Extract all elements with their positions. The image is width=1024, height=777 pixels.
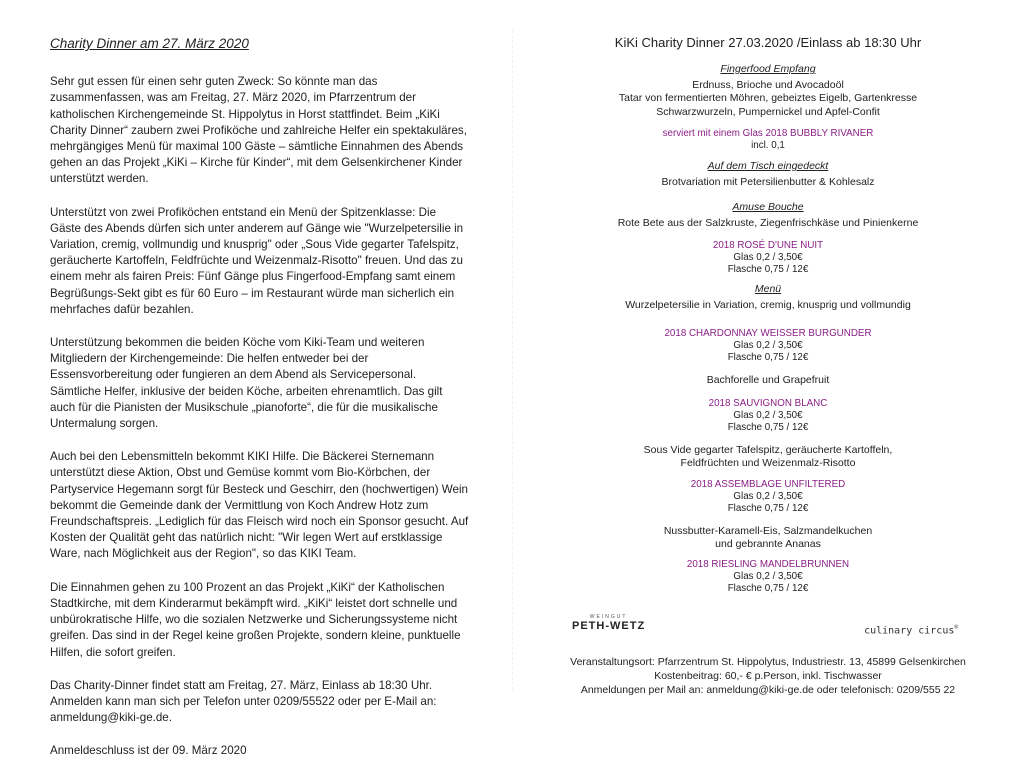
table-heading: Auf dem Tisch eingedeckt [707, 159, 829, 172]
course-wine-bottle: Flasche 0,75 / 12€ [727, 583, 809, 595]
page-divider [512, 30, 513, 690]
course-dish: Wurzelpetersilie in Variation, cremig, knusprig und vollmundig [625, 298, 911, 311]
article-paragraph: Unterstützung bekommen die beiden Köche vom Kiki-Team und weiteren Mitgliedern der Kirchengemeinde: Die helfen entweder bei der Essensvorbereitung oder fungieren an dem Abend als Servicepersonal. Sämtliche Helfer, inklusive der beiden Köche, arbeiten ehrenamtlich. Das gilt auch für die Pianisten der Musikschule „pianoforte“, die für die musikalische Untermalung sorgen. [50, 336, 443, 431]
weingut-label: WEINGUT [589, 614, 628, 620]
amuse-wine: 2018 ROSÉ D'UNE NUIT [712, 239, 824, 251]
price-line: Kostenbeitrag: 60,- € p.Person, inkl. Tischwasser [654, 670, 882, 682]
fingerfood-line: Schwarzwurzeln, Pumpernickel und Apfel-Confit [656, 105, 880, 118]
registration-line: Anmeldungen per Mail an: anmeldung@kiki-ge.de oder telefonisch: 0209/555 22 [580, 684, 956, 696]
menu-page [556, 35, 980, 595]
registration-deadline: Anmeldeschluss ist der 09. März 2020 [50, 744, 247, 758]
course-wine-glass: Glas 0,2 / 3,50€ [733, 490, 803, 502]
course-dish: Nussbutter-Karamell-Eis, Salzmandelkuchen [663, 524, 873, 537]
sponsor-logos [556, 614, 980, 644]
amuse-wine-glass: Glas 0,2 / 3,50€ [733, 251, 803, 263]
article-title: Charity Dinner am 27. März 2020 [50, 36, 249, 51]
course-wine-glass: Glas 0,2 / 3,50€ [733, 410, 803, 422]
course-wine: 2018 CHARDONNAY WEISSER BURGUNDER [664, 328, 872, 340]
event-footer [556, 655, 980, 697]
article-page [50, 36, 470, 777]
culinary-circus-logo [864, 624, 958, 636]
amuse-wine-bottle: Flasche 0,75 / 12€ [727, 263, 809, 275]
amuse-line: Rote Bete aus der Salzkruste, Ziegenfrischkäse und Pinienkerne [617, 217, 919, 230]
weingut-logo [572, 614, 645, 632]
course-wine-bottle: Flasche 0,75 / 12€ [727, 422, 809, 434]
fingerfood-wine-note: incl. 0,1 [751, 139, 785, 151]
article-paragraph: Sehr gut essen für einen sehr guten Zweck: So könnte man das zusammenfassen, was am Freitag, 27. März 2020, im Pfarrzentrum der katholischen Kirchengemeinde St. Hippolytus in Horst stattfindet. Beim „KiKi Charity Dinner“ zaubern zwei Profiköche und zahlreiche Helfer ein spektakuläres, mehrgängiges Menü für maximal 100 Gäste – sämtliche Einnahmen des Abends gehen an das Projekt „KiKi – Kirche für Kinder“, mit dem Gelsenkirchener Kinder unterstützt werden. [50, 75, 467, 186]
fingerfood-line: Erdnuss, Brioche und Avocadoöl [692, 79, 844, 92]
course-wine-bottle: Flasche 0,75 / 12€ [727, 352, 809, 364]
course-wine: 2018 RIESLING MANDELBRUNNEN [686, 559, 850, 571]
article-paragraph: Auch bei den Lebensmitteln bekommt KIKI Hilfe. Die Bäckerei Sternemann unterstützt diese Aktion, Obst und Gemüse kommt vom Bio-Körbchen, der Partyservice Hegemann sorgt für Besteck und Geschirr, den (hochwertigen) Wein bekommt die Gemeinde dank der Vermittlung von Koch Andrew Hotz zum Freundschaftspreis. „Lediglich für das Fleisch wird noch ein Sponsor gesucht. Auf Kosten der Qualität geht das natürlich nicht: "Wir legen Wert auf erstklassige Ware, nach Möglichkeit aus der Region", so das KIKI Team. [50, 450, 469, 561]
course-dish: und gebrannte Ananas [715, 537, 821, 550]
course-dish: Sous Vide gegarter Tafelspitz, geräucherte Kartoffeln, [643, 444, 893, 457]
menu-header: KiKi Charity Dinner 27.03.2020 /Einlass ab 18:30 Uhr [614, 35, 922, 50]
weingut-name: PETH-WETZ [572, 620, 646, 632]
course-wine-glass: Glas 0,2 / 3,50€ [733, 340, 803, 352]
article-paragraph: Die Einnahmen gehen zu 100 Prozent an das Projekt „KiKi“ der Katholischen Stadtkirche, mit dem Kinderarmut bekämpft wird. „KiKi“ leistet dort schnelle und unbürokratische Hilfe, wo die sozialen Netzwerke und Sicherungssysteme nicht greifen. Das sind in der Regel keine großen Projekte, sondern kleine, punktuelle Hilfen, die sofort greifen. [50, 580, 461, 659]
article-paragraph: Das Charity-Dinner findet statt am Freitag, 27. März, Einlass ab 18:30 Uhr. Anmelden kann man sich per Telefon unter 0209/55522 oder per E-Mail an: anmeldung@kiki-ge.de. [50, 678, 437, 725]
fingerfood-line: Tatar von fermentierten Möhren, gebeiztes Eigelb, Gartenkresse [618, 92, 918, 105]
menu-heading: Menü [754, 282, 782, 295]
table-line: Brotvariation mit Petersilienbutter & Kohlesalz [661, 176, 875, 189]
course-wine: 2018 SAUVIGNON BLANC [708, 398, 828, 410]
article-paragraph: Unterstützt von zwei Profiköchen entstand ein Menü der Spitzenklasse: Die Gäste des Abends dürfen sich unter anderem auf Gänge wie "Wurzelpetersilie in Variation, cremig, vollmundig und knusprig" oder „Sous Vide gegarter Tafelspitz, geräucherte Kartoffeln, Feldfrüchte und Weizenmalz-Risotto" freuen. Und das zu einem mehr als fairen Preis: Fünf Gänge plus Fingerfood-Empfang samt einem Begrüßungs-Sekt gibt es für 60 Euro – im Restaurant würde man sicherlich ein mehrfaches dafür bezahlen. [50, 205, 464, 316]
course-dish: Bachforelle und Grapefruit [706, 374, 830, 387]
course-wine-bottle: Flasche 0,75 / 12€ [727, 502, 809, 514]
course-wine: 2018 ASSEMBLAGE UNFILTERED [690, 478, 846, 490]
amuse-heading: Amuse Bouche [732, 201, 804, 214]
venue-line: Veranstaltungsort: Pfarrzentrum St. Hippolytus, Industriestr. 13, 45899 Gelsenkirchen [570, 656, 966, 668]
course-dish: Feldfrüchten und Weizenmalz-Risotto [680, 457, 856, 470]
culinary-circus-name: culinary circus [864, 625, 955, 637]
fingerfood-heading: Fingerfood Empfang [720, 63, 816, 75]
registered-mark: ® [954, 624, 958, 631]
fingerfood-wine: serviert mit einem Glas 2018 BUBBLY RIVANER [662, 127, 874, 139]
course-wine-glass: Glas 0,2 / 3,50€ [733, 571, 803, 583]
